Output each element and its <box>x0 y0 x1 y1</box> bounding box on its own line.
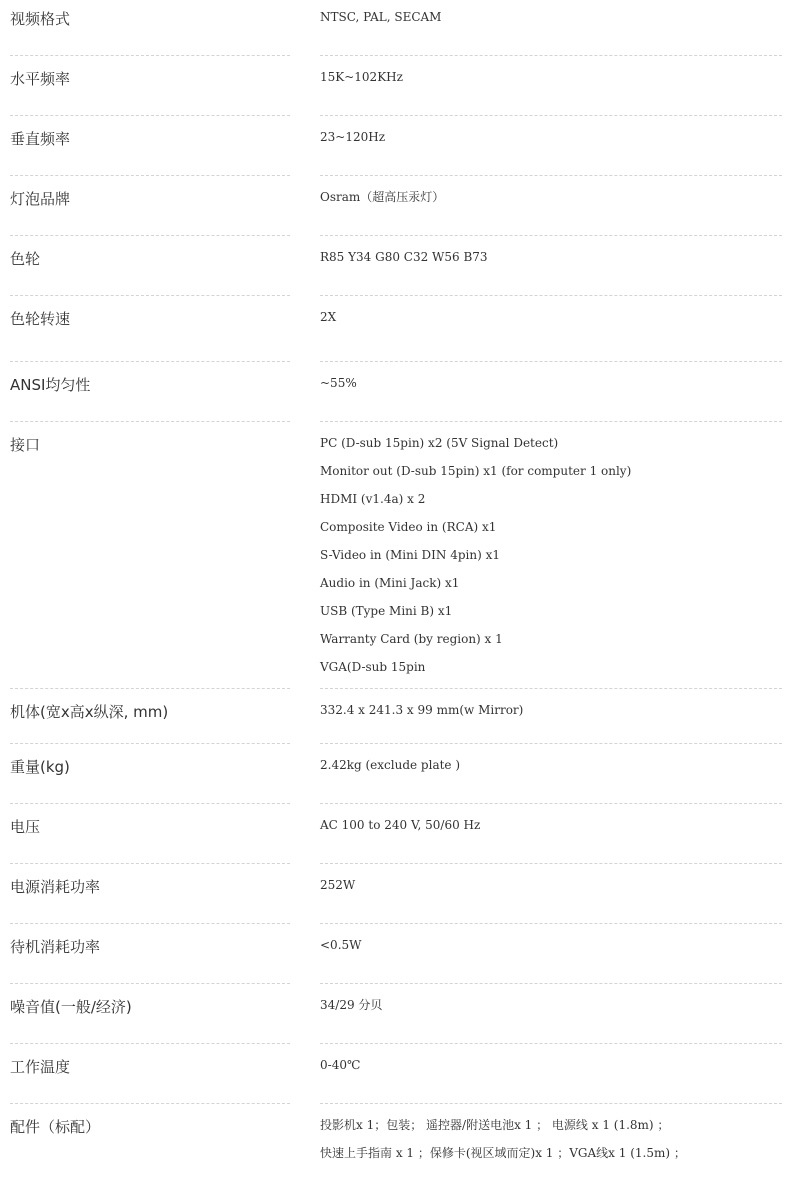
spec-value <box>320 243 488 271</box>
row-divider <box>320 1103 782 1104</box>
spec-value-line: PC (D-sub 15pin) x2 (5V Signal Detect) <box>320 436 559 450</box>
row-divider <box>320 923 782 924</box>
row-divider <box>10 688 290 689</box>
spec-value-line: 15K~102KHz <box>320 70 403 84</box>
row-divider <box>320 688 782 689</box>
spec-value-line: Warranty Card (by region) x 1 <box>320 632 503 646</box>
spec-value-line: Audio in (Mini Jack) x1 <box>320 576 460 590</box>
row-divider <box>10 923 290 924</box>
spec-value <box>320 183 444 211</box>
spec-value-line: 332.4 x 241.3 x 99 mm(w Mirror) <box>320 703 524 717</box>
row-divider <box>10 983 290 984</box>
spec-value-line: HDMI (v1.4a) x 2 <box>320 492 426 506</box>
row-divider <box>10 1103 290 1104</box>
row-divider <box>10 115 290 116</box>
spec-value <box>320 931 361 959</box>
row-divider <box>10 863 290 864</box>
spec-value <box>320 1111 686 1167</box>
spec-label: 色轮转速 <box>10 310 71 328</box>
spec-value-line: 0-40℃ <box>320 1058 361 1072</box>
spec-label: ANSI均匀性 <box>10 376 91 394</box>
spec-value-line: Osram（超高压汞灯） <box>320 190 445 204</box>
row-divider <box>320 983 782 984</box>
row-divider <box>320 1043 782 1044</box>
spec-value <box>320 751 460 779</box>
spec-value <box>320 811 480 839</box>
spec-value-line: Monitor out (D-sub 15pin) x1 (for computer 1 only) <box>320 464 632 478</box>
spec-value-line: ~55% <box>320 376 357 390</box>
row-divider <box>320 361 782 362</box>
spec-value-line: USB (Type Mini B) x1 <box>320 604 453 618</box>
row-divider <box>320 115 782 116</box>
spec-label: 电压 <box>10 818 41 836</box>
spec-value <box>320 991 382 1019</box>
spec-value <box>320 63 403 91</box>
spec-label: 机体(宽x高x纵深, mm) <box>10 703 169 721</box>
spec-label: 接口 <box>10 436 41 454</box>
spec-label: 重量(kg) <box>10 758 70 776</box>
spec-value-line: 2.42kg (exclude plate ) <box>320 758 461 772</box>
spec-label: 噪音值(一般/经济) <box>10 998 132 1016</box>
spec-value <box>320 696 523 724</box>
row-divider <box>10 803 290 804</box>
row-divider <box>320 175 782 176</box>
spec-value-line: 34/29 分贝 <box>320 998 383 1012</box>
spec-label: 视频格式 <box>10 10 71 28</box>
spec-label: 色轮 <box>10 250 41 268</box>
row-divider <box>320 235 782 236</box>
row-divider <box>10 1043 290 1044</box>
row-divider <box>10 235 290 236</box>
spec-value-line: <0.5W <box>320 938 362 952</box>
spec-label: 工作温度 <box>10 1058 71 1076</box>
spec-value-line: NTSC, PAL, SECAM <box>320 10 442 24</box>
spec-value <box>320 1051 360 1079</box>
row-divider <box>320 863 782 864</box>
spec-value <box>320 369 357 397</box>
spec-value <box>320 429 631 681</box>
row-divider <box>10 295 290 296</box>
spec-value-line: S-Video in (Mini DIN 4pin) x1 <box>320 548 500 562</box>
spec-value-line: 投影机x 1；包装； 遥控器/附送电池x 1 ； 电源线 x 1 (1.8m) ； <box>320 1118 670 1132</box>
spec-value-line: 252W <box>320 878 356 892</box>
spec-value-line: Composite Video in (RCA) x1 <box>320 520 497 534</box>
spec-value <box>320 123 385 151</box>
spec-label: 水平频率 <box>10 70 71 88</box>
spec-value-line: VGA(D-sub 15pin <box>320 660 426 674</box>
spec-label: 垂直频率 <box>10 130 71 148</box>
spec-label: 电源消耗功率 <box>10 878 101 896</box>
row-divider <box>10 421 290 422</box>
spec-label: 待机消耗功率 <box>10 938 101 956</box>
row-divider <box>320 743 782 744</box>
spec-label: 灯泡品牌 <box>10 190 71 208</box>
spec-value <box>320 871 355 899</box>
row-divider <box>10 55 290 56</box>
row-divider <box>320 803 782 804</box>
row-divider <box>10 175 290 176</box>
spec-value-line: R85 Y34 G80 C32 W56 B73 <box>320 250 488 264</box>
row-divider <box>320 295 782 296</box>
spec-value <box>320 303 336 331</box>
spec-value-line: 快速上手指南 x 1 ；保修卡(视区域而定)x 1 ；VGA线x 1 (1.5m) ； <box>320 1146 686 1160</box>
spec-value <box>320 3 441 31</box>
row-divider <box>320 55 782 56</box>
spec-label: 配件（标配） <box>10 1118 101 1136</box>
spec-value-line: 23~120Hz <box>320 130 386 144</box>
row-divider <box>10 743 290 744</box>
row-divider <box>320 421 782 422</box>
row-divider <box>10 361 290 362</box>
spec-value-line: AC 100 to 240 V, 50/60 Hz <box>320 818 481 832</box>
spec-value-line: 2X <box>320 310 337 324</box>
